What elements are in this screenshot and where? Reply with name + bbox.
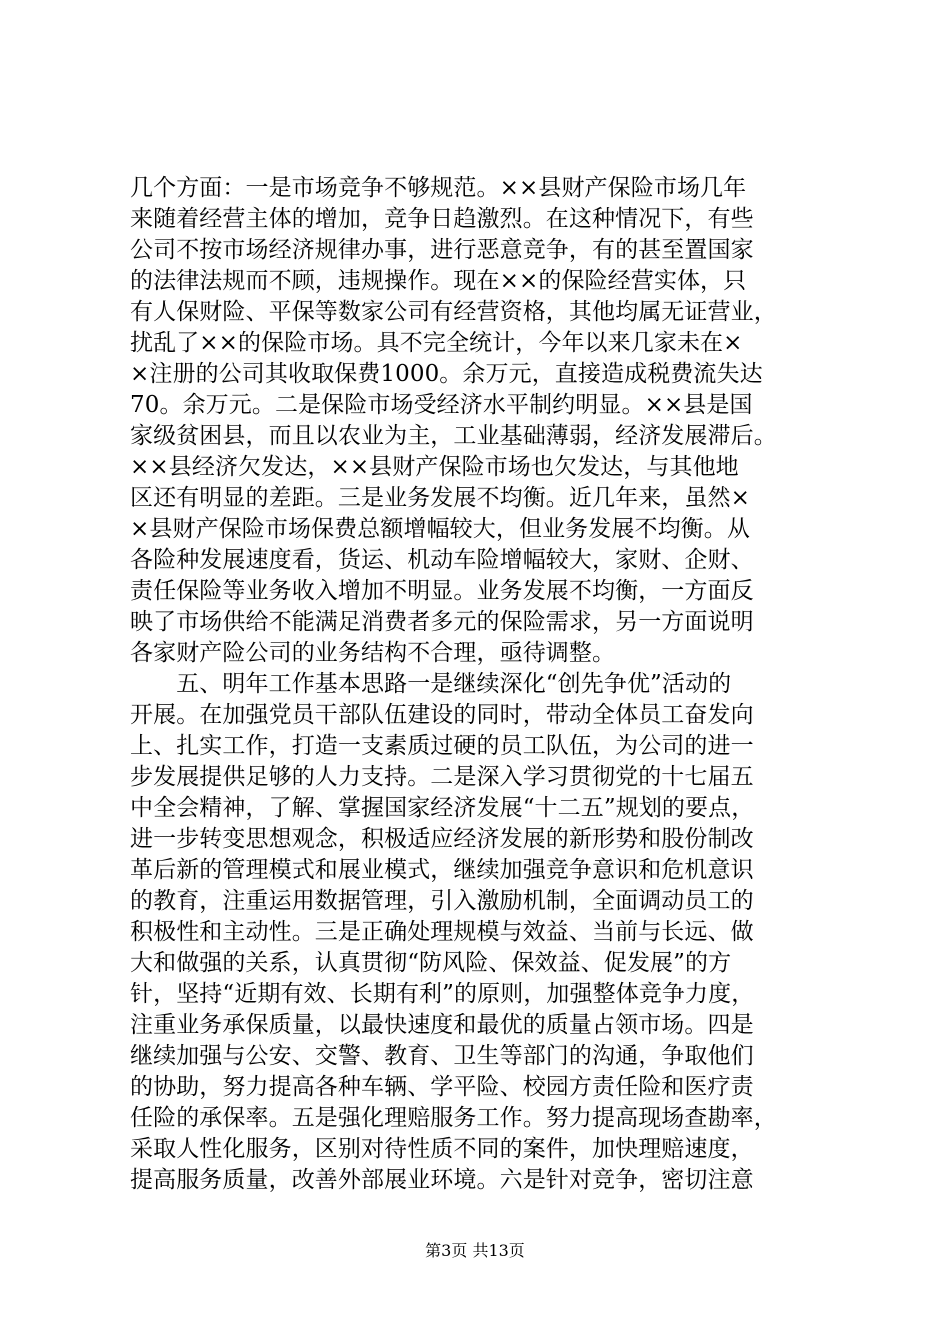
text-line: ××县经济欠发达，××县财产保险市场也欠发达，与其他地: [130, 454, 739, 480]
text-line: 的法律法规而不顾，违规操作。现在××的保险经营实体，只: [130, 268, 747, 294]
text-line: 继续加强与公安、交警、教育、卫生等部门的沟通，争取他们: [130, 1043, 754, 1069]
text-line: 提高服务质量，改善外部展业环境。六是针对竞争，密切注意: [130, 1167, 754, 1193]
text-line: 任险的承保率。五是强化理赔服务工作。努力提高现场查勘率，: [130, 1105, 777, 1131]
text-line: 针，坚持“近期有效、长期有利”的原则，加强整体竞争力度，: [130, 981, 755, 1007]
text-line: 映了市场供给不能满足消费者多元的保险需求，另一方面说明: [130, 609, 754, 635]
text-line: 有人保财险、平保等数家公司有经营资格，其他均属无证营业，: [130, 299, 777, 325]
text-line: 中全会精神，了解、掌握国家经济发展“十二五”规划的要点，: [130, 795, 755, 821]
text-line: 各家财产险公司的业务结构不合理，亟待调整。: [130, 640, 616, 666]
text-line: 扰乱了××的保险市场。具不完全统计，今年以来几家未在×: [130, 330, 743, 356]
text-line: 采取人性化服务，区别对待性质不同的案件，加快理赔速度，: [130, 1136, 754, 1162]
text-line: 革后新的管理模式和展业模式，继续加强竞争意识和危机意识: [130, 857, 754, 883]
text-line: 步发展提供足够的人力支持。二是深入学习贯彻党的十七届五: [130, 764, 754, 790]
text-line: 五、明年工作基本思路一是继续深化“创先争优”活动的: [130, 671, 732, 697]
text-line: 的协助，努力提高各种车辆、学平险、校园方责任险和医疗责: [130, 1074, 754, 1100]
text-line: 各险种发展速度看，货运、机动车险增幅较大，家财、企财、: [130, 547, 754, 573]
text-line: 公司不按市场经济规律办事，进行恶意竞争，有的甚至置国家: [130, 237, 754, 263]
text-line: 70。余万元。二是保险市场受经济水平制约明显。××县是国: [130, 392, 753, 418]
text-line: 责任保险等业务收入增加不明显。业务发展不均衡，一方面反: [130, 578, 754, 604]
text-line: 几个方面：一是市场竞争不够规范。××县财产保险市场几年: [130, 175, 747, 201]
text-line: 来随着经营主体的增加，竞争日趋激烈。在这种情况下，有些: [130, 206, 754, 232]
text-line: 注重业务承保质量，以最快速度和最优的质量占领市场。四是: [130, 1012, 754, 1038]
text-line: 家级贫困县，而且以农业为主，工业基础薄弱，经济发展滞后。: [130, 423, 777, 449]
text-line: ×注册的公司其收取保费1000。余万元，直接造成税费流失达: [130, 361, 763, 387]
text-line: ×县财产保险市场保费总额增幅较大，但业务发展不均衡。从: [130, 516, 750, 542]
text-line: 区还有明显的差距。三是业务发展不均衡。近几年来，虽然×: [130, 485, 750, 511]
text-line: 开展。在加强党员干部队伍建设的同时，带动全体员工奋发向: [130, 702, 754, 728]
body-text: [130, 173, 830, 1196]
text-line: 积极性和主动性。三是正确处理规模与效益、当前与长远、做: [130, 919, 754, 945]
text-line: 的教育，注重运用数据管理，引入激励机制，全面调动员工的: [130, 888, 754, 914]
text-line: 上、扎实工作，打造一支素质过硬的员工队伍，为公司的进一: [130, 733, 754, 759]
text-line: 进一步转变思想观念，积极适应经济发展的新形势和股份制改: [130, 826, 754, 852]
text-line: 大和做强的关系，认真贯彻“防风险、保效益、促发展”的方: [130, 950, 732, 976]
page-number-footer: 第3页 共13页: [425, 1241, 525, 1260]
